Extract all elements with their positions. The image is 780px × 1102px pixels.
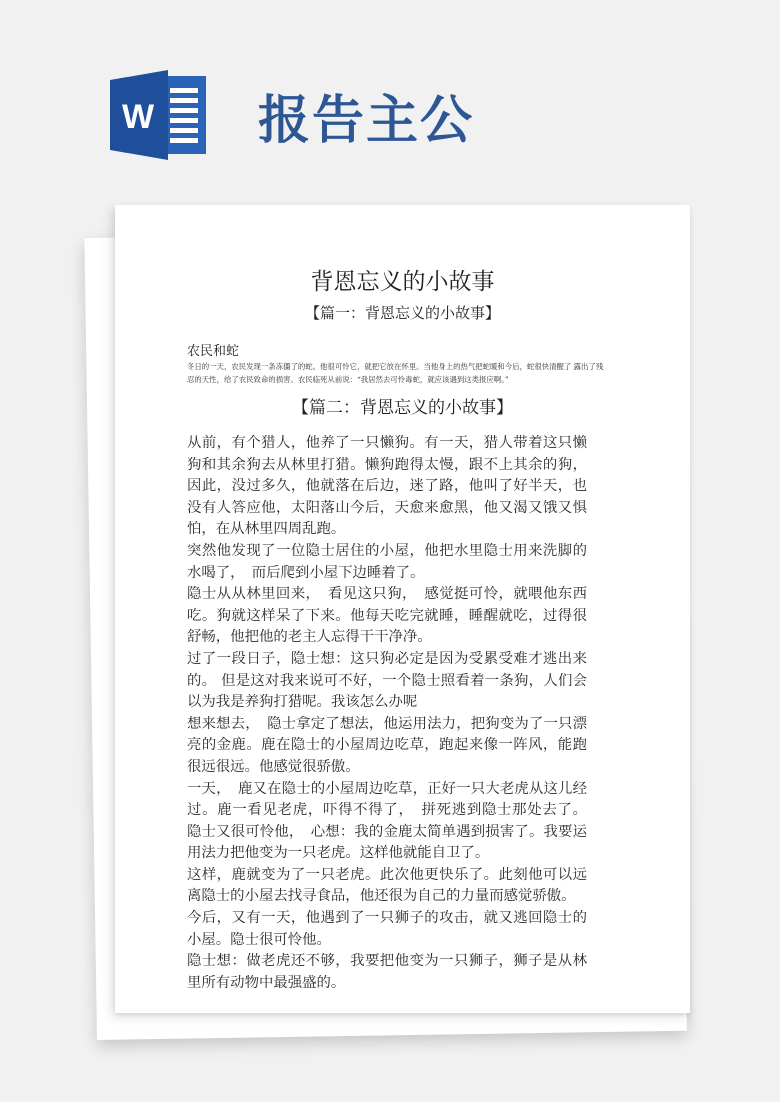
section-heading-1: 【篇一：背恩忘义的小故事】 [304,304,500,322]
word-logo-icon [110,70,210,160]
paragraph: 想来想去， 隐士拿定了想法，他运用法力，把狗变为了一只漂亮的金鹿。鹿在隐士的小屋周边吃草，跑起来像一阵风，能跑很远很远。他感觉很骄傲。 [187,715,587,775]
paragraph: 隐士从从林里回来， 看见这只狗， 感觉挺可怜，就喂他东西吃。狗就这样呆了下来。他每天吃完就睡，睡醒就吃，过得很舒畅，他把他的老主人忘得干干净净。 [187,586,587,646]
document-title: 背恩忘义的小故事 [310,269,495,295]
document-page [115,205,690,1013]
paragraph: 过了一段日子，隐士想：这只狗必定是因为受累受难才逃出来的。 但是这对我来说可不好，一个隐士照看着一条狗，人们会以为我是养狗打猎呢。我该怎么办呢 [187,650,587,711]
paragraph: 突然他发现了一位隐士居住的小屋，他把水里隐士用来洗脚的水喝了， 而后爬到小屋下边睡着了。 [187,542,587,581]
svg-text:W: W [121,98,155,136]
section-heading-2: 【篇二：背恩忘义的小故事】 [292,398,513,418]
brand-title: 报告主公 [258,90,475,151]
paragraph: 这样，鹿就变为了一只老虎。此次他更快乐了。此刻他可以远离隐士的小屋去找寻食品，他还很为自己的力量而感觉骄傲。 [187,866,587,905]
story1-title: 农民和蛇 [187,344,240,359]
paragraph: 隐士想：做老虎还不够，我要把他变为一只狮子，狮子是从林里所有动物中最强盛的。 [187,953,587,991]
paragraph: 一天， 鹿又在隐士的小屋周边吃草，正好一只大老虎从这儿经过。鹿一看见老虎，吓得不得了， 拼死逃到隐士那处去了。 隐士又很可怜他， 心想：我的金鹿太简单遇到损害了。我要运用法力把他变为一只老虎。这样他就能自卫了。 [187,780,587,862]
story1-body: 冬日的一天，农民发现一条冻僵了的蛇。他很可怜它，就把它放在怀里。当他身上的热气把蛇暖和今后，蛇很快清醒了 露出了残忍的天性，给了农民致命的损害。农民临死从前说：“我居然去可怜毒蛇，就应该遇到这类报应啊。” [187,362,604,384]
paragraph: 从前，有个猎人，他养了一只懒狗。有一天，猎人带着这只懒狗和其余狗去从林里打猎。懒狗跑得太慢，跟不上其余的狗，因此，没过多久，他就落在后边，迷了路，他叫了好半天，也没有人答应他，太阳落山今后，天愈来愈黑，他又渴又饿又惧怕，在从林里四周乱跑。 [187,435,587,538]
paragraph: 今后，又有一天，他遇到了一只狮子的攻击，就又逃回隐士的小屋。隐士很可怜他。 [187,910,587,948]
header [0,0,780,190]
story2-body [187,433,587,994]
